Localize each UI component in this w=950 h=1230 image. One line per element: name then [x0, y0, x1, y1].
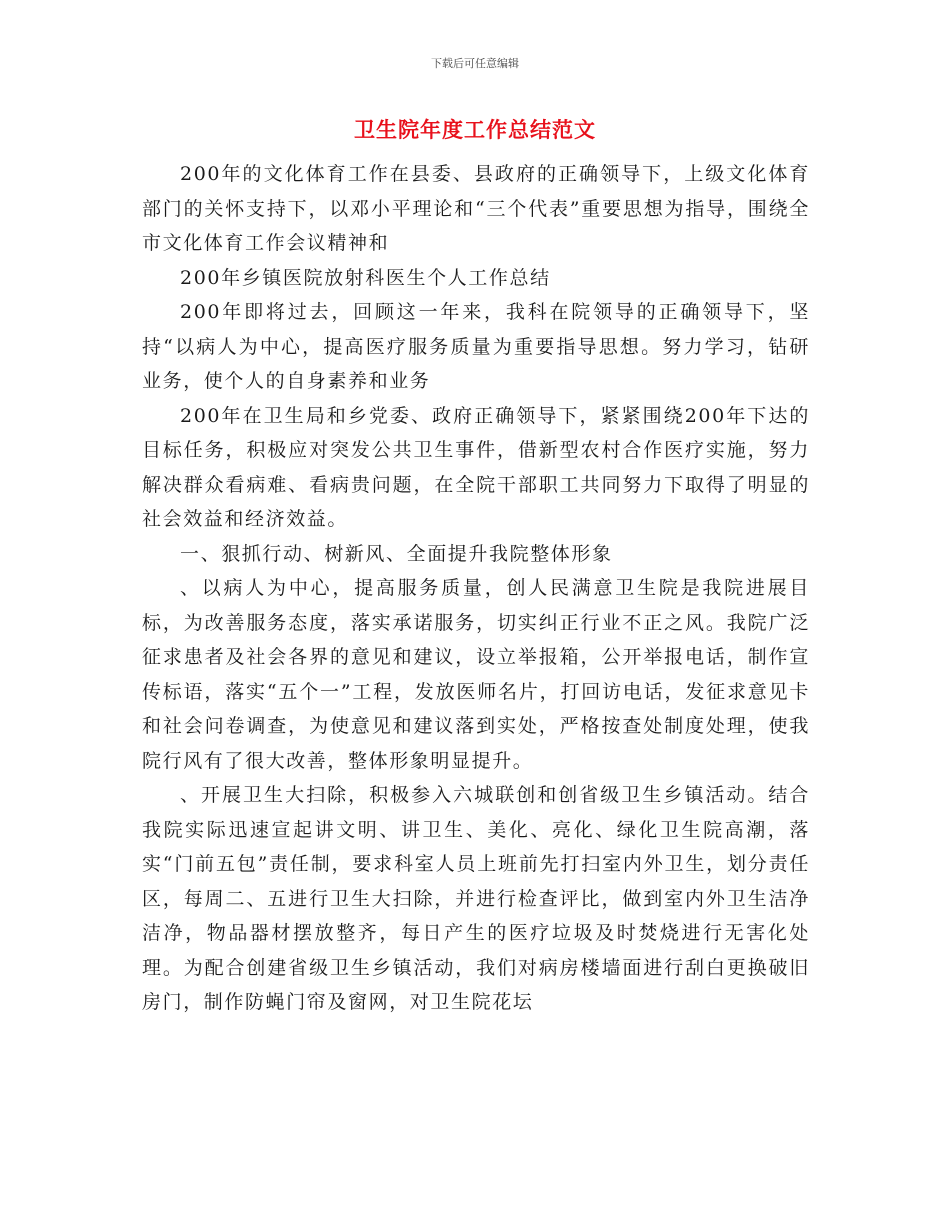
- paragraph-culture-sports: 200年的文化体育工作在县委、县政府的正确领导下，上级文化体育部门的关怀支持下，以邓小平理论和“三个代表”重要思想为指导，围绕全市文化体育工作会议精神和: [142, 163, 810, 254]
- paragraph-radiology-heading: 200年乡镇医院放射科医生个人工作总结: [180, 266, 551, 289]
- paragraph-health-bureau: 200年在卫生局和乡党委、政府正确领导下，紧紧围绕200年下达的目标任务，积极应对突发公共卫生事件，借新型农村合作医疗实施，努力解决群众看病难、看病贵问题，在全院干部职工共同努力下取得了明显的社会效益和经济效益。: [142, 404, 810, 530]
- paragraph-cleaning-campaign: 、开展卫生大扫除，积极参入六城联创和创省级卫生乡镇活动。结合我院实际迅速宣起讲文明、讲卫生、美化、亮化、绿化卫生院高潮，落实“门前五包”责任制，要求科室人员上班前先打扫室内外卫生，划分责任区，每周二、五进行卫生大扫除，并进行检查评比，做到室内外卫生洁净洁净，物品器材摆放整齐，每日产生的医疗垃圾及时焚烧进行无害化处理。为配合创建省级卫生乡镇活动，我们对病房楼墙面进行刮白更换破旧房门，制作防蝇门帘及窗网，对卫生院花坛: [142, 784, 810, 1013]
- document-title: 卫生院年度工作总结范文: [354, 118, 596, 142]
- paragraph-patient-centered: 、以病人为中心，提高服务质量，创人民满意卫生院是我院进展目标，为改善服务态度，落实承诺服务，切实纠正行业不正之风。我院广泛征求患者及社会各界的意见和建议，设立举报箱，公开举报电话，制作宣传标语，落实“五个一”工程，发放医师名片，打回访电话，发征求意见卡和社会问卷调查，为使意见和建议落到实处，严格按查处制度处理，使我院行风有了很大改善，整体形象明显提升。: [142, 577, 810, 772]
- section-heading-one: 一、狠抓行动、树新风、全面提升我院整体形象: [180, 542, 613, 565]
- document-body: [142, 157, 810, 1020]
- header-note: 下载后可任意编辑: [431, 57, 519, 70]
- paragraph-year-review: 200年即将过去，回顾这一年来，我科在院领导的正确领导下，坚持“以病人为中心，提高医疗服务质量为重要指导思想。努力学习，钻研业务，使个人的自身素养和业务: [142, 301, 810, 392]
